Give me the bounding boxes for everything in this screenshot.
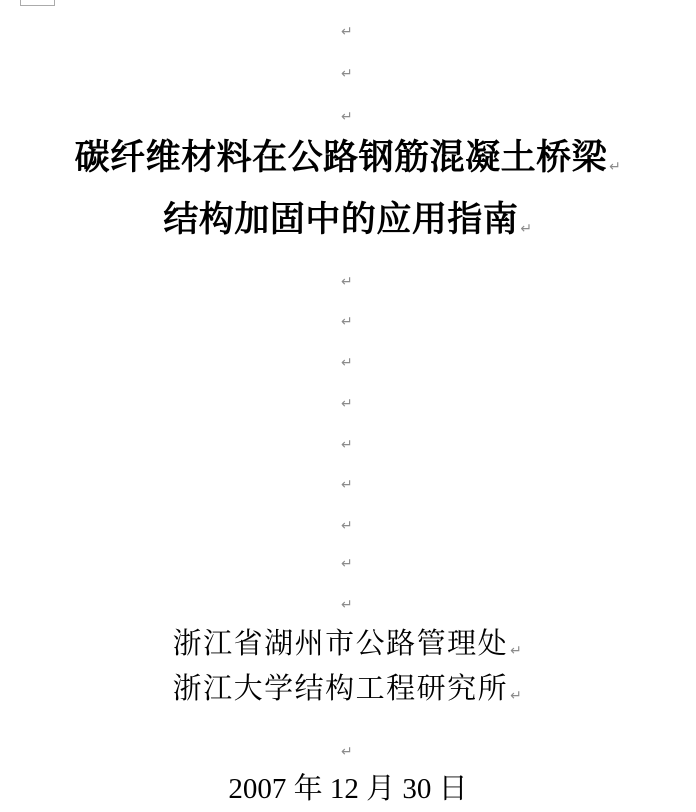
paragraph-mark-icon: ↵	[341, 437, 353, 453]
org-line-1-text[interactable]: 浙江省湖州市公路管理处	[172, 628, 509, 660]
paragraph-mark-icon: ↵	[341, 109, 353, 125]
date-text[interactable]: 2007 年 12 月 30 日	[228, 773, 468, 805]
document-title	[0, 127, 696, 251]
date-line[interactable]	[0, 767, 696, 812]
title-line-2[interactable]	[0, 189, 696, 251]
org-line-1[interactable]	[0, 622, 696, 667]
paragraph-mark-icon: ↵	[341, 314, 353, 330]
org-line-2-text[interactable]: 浙江大学结构工程研究所	[172, 673, 509, 705]
paragraph-mark-icon: ↵	[510, 643, 524, 659]
paragraph-mark-icon: ↵	[510, 688, 524, 704]
cropped-frame-corner	[20, 0, 55, 6]
paragraph-mark-icon: ↵	[341, 274, 353, 290]
paragraph-mark-icon: ↵	[341, 477, 353, 493]
paragraph-mark-icon: ↵	[341, 556, 353, 572]
title-line-1-text[interactable]: 碳纤维材料在公路钢筋混凝土桥梁	[74, 138, 608, 177]
paragraph-mark-icon: ↵	[341, 518, 353, 534]
org-line-2[interactable]	[0, 667, 696, 712]
title-line-2-text[interactable]: 结构加固中的应用指南	[163, 200, 519, 239]
organizations	[0, 622, 696, 712]
paragraph-mark-icon: ↵	[341, 355, 353, 371]
paragraph-mark-icon: ↵	[341, 597, 353, 613]
paragraph-mark-icon: ↵	[341, 396, 353, 412]
paragraph-mark-icon: ↵	[341, 744, 353, 760]
title-line-1[interactable]	[0, 127, 696, 189]
paragraph-mark-icon: ↵	[520, 221, 533, 237]
paragraph-mark-icon: ↵	[341, 24, 353, 40]
paragraph-mark-icon: ↵	[341, 66, 353, 82]
paragraph-mark-icon: ↵	[609, 159, 622, 175]
